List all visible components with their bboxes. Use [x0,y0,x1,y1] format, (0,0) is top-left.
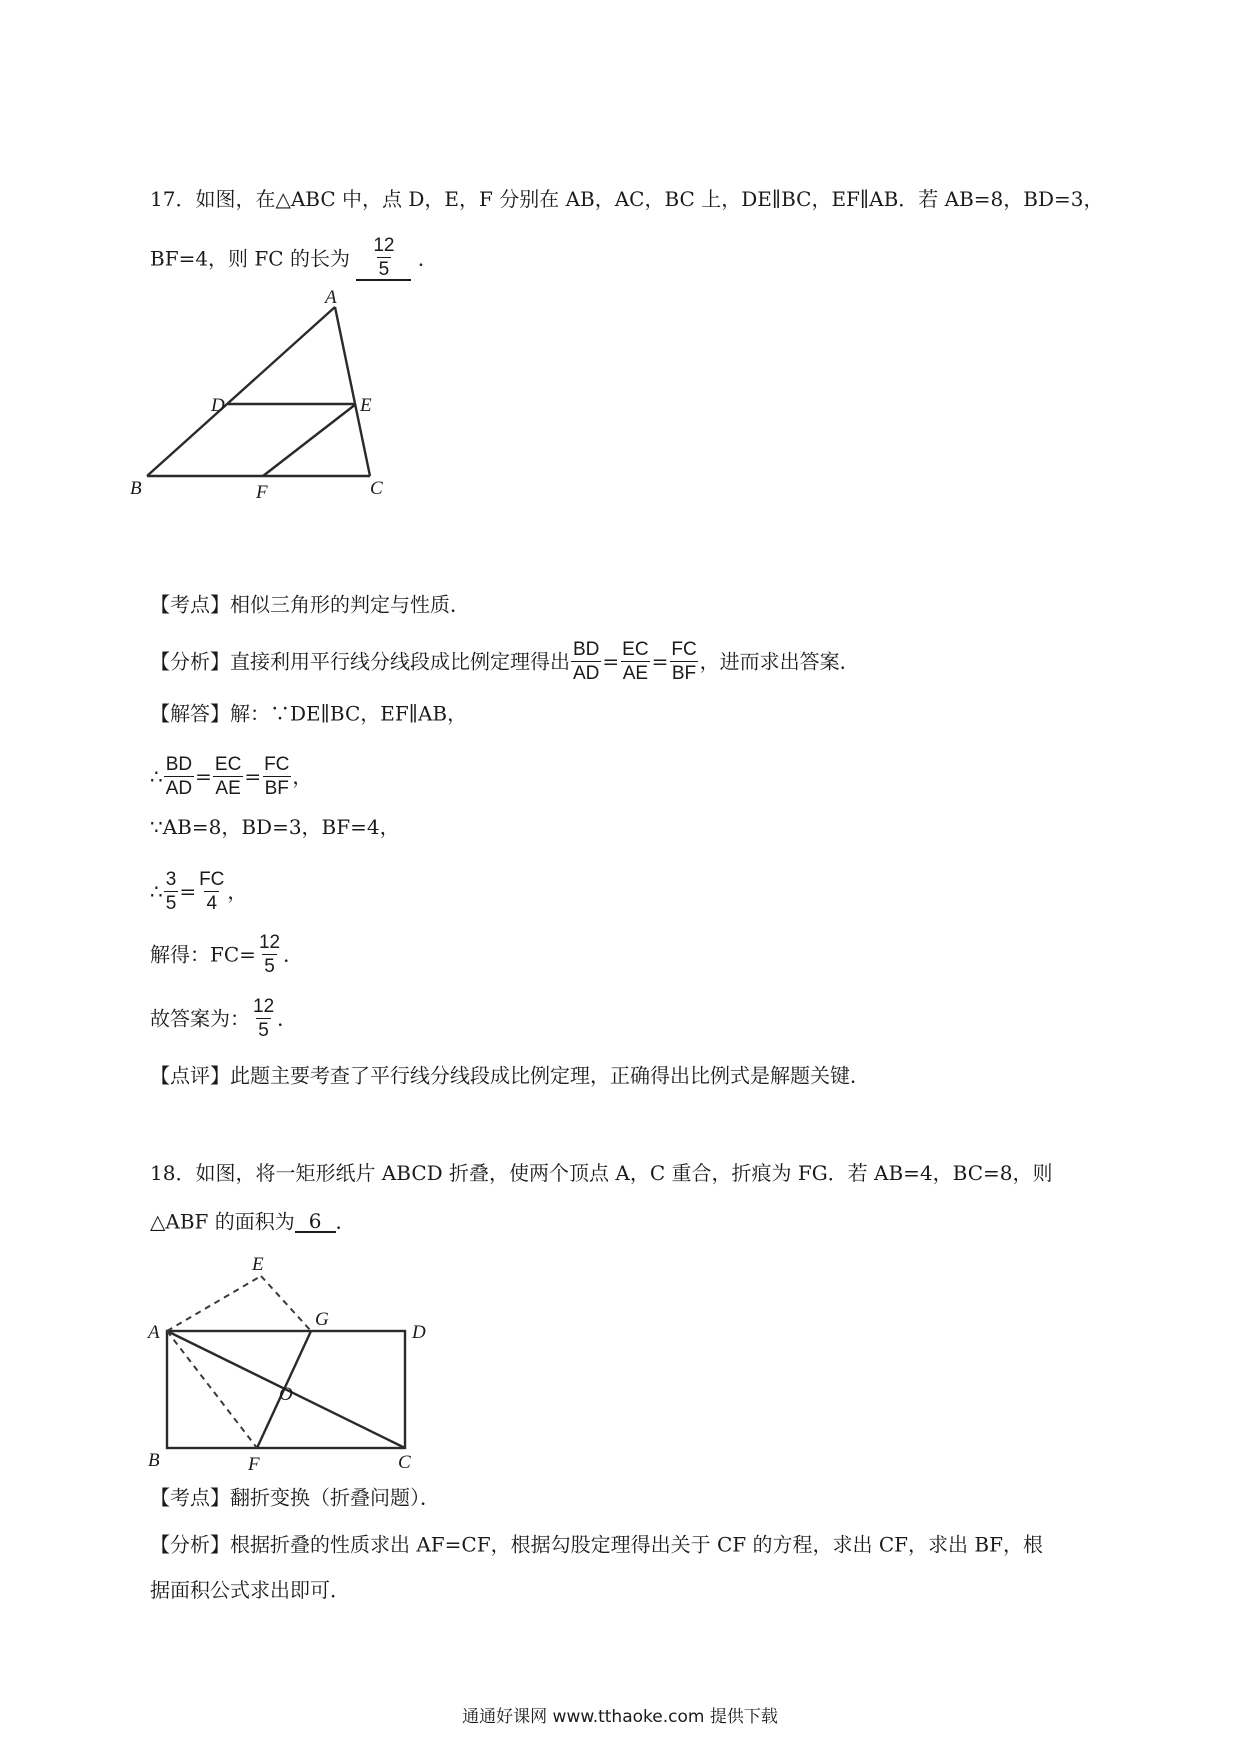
q17-line2-pre: BF=4，则 FC 的长为 [150,246,350,271]
q17-kaodian [150,593,470,615]
fraction-fc-bf [669,640,698,683]
q17-line2-post: ． [417,246,438,271]
kaodian-text: 相似三角形的判定与性质． [230,592,470,617]
denominator: BF [671,663,697,684]
q18-rectangle-figure [140,1240,440,1470]
q17-fenxi: 【分析】直接利用平行线分线段成比例定理得出 $\frac{BD}{AD}$ = $\frac{EC}{AE}$ = $\frac{FC}{BF}$ ，进而求出答案． [150,639,860,684]
denominator: AE [215,778,241,799]
dashed-ae [167,1276,261,1331]
label-c: C [398,1452,411,1470]
label-f: F [248,1454,260,1470]
denominator: 4 [206,893,218,914]
label-e: E [252,1254,264,1275]
q17-dianping [150,1064,870,1086]
fraction-bd-ad [164,755,194,798]
tag-fenxi: 【分析】 [150,1532,230,1557]
q18-kaodian [150,1486,440,1508]
fraction-fc-bf [262,755,291,798]
denominator: BF [264,778,289,799]
label-g: G [315,1309,329,1330]
dashed-af [167,1331,257,1448]
numerator: FC [671,639,697,660]
dashed-eg [261,1276,311,1331]
fenxi-post: ，进而求出答案． [699,649,860,674]
label-d: D [412,1322,426,1343]
label-o: O [279,1384,293,1405]
tag-kaodian: 【考点】 [150,1485,230,1510]
step5-post: ． [277,1006,298,1031]
page-footer: 通通好课网 www.tthaoke.com 提供下载 [462,1707,778,1727]
numerator: 12 [373,235,395,256]
q18-line2-post: ． [335,1209,356,1234]
dianping-text: 此题主要考查了平行线分线段成比例定理，正确得出比例式是解题关键． [230,1063,870,1088]
fenxi-text: 根据折叠的性质求出 AF=CF，根据勾股定理得出关于 CF 的方程，求出 CF，求出 BF，根 [230,1532,1043,1557]
kaodian-text: 翻折变换（折叠问题）． [230,1485,440,1510]
fraction-12-5 [251,997,276,1040]
therefore-symbol: ∴ [150,879,163,904]
q18-line2 [150,1210,356,1233]
step3-post: ， [227,879,248,904]
label-a: A [148,1322,160,1343]
fenxi-text: 直接利用平行线分线段成比例定理得出 [230,649,570,674]
q18-fenxi [150,1533,1043,1555]
therefore-symbol: ∴ [150,764,163,789]
tag-jieda: 【解答】 [150,701,230,726]
step5-pre: 故答案为： [150,1006,250,1031]
denominator: AE [622,663,649,684]
numerator: EC [622,639,649,660]
fraction-ec-ae [620,640,650,683]
q17-jieda [150,702,467,724]
q17-step2: ∵AB=8，BD=3，BF=4， [150,815,400,839]
denominator: AD [165,778,193,799]
step1-post: ， [292,764,313,789]
q17-line2 [150,236,438,281]
jieda-text: 解：∵DE∥BC，EF∥AB， [230,701,468,726]
numerator: FC [264,754,290,775]
segment-ab [147,307,335,476]
tag-kaodian: 【考点】 [150,592,230,617]
q18-line1: 18．如图，将一矩形纸片 ABCD 折叠，使两个顶点 A，C 重合，折痕为 FG．若 AB=4，BC=8，则 [150,1161,1053,1185]
step4-post: ． [283,942,304,967]
q17-step3: ∴ $\frac{3}{5}$ = $\frac{FC}{4}$ ， [150,869,248,914]
label-f: F [256,482,268,503]
q18-fenxi-line2: 据面积公式求出即可． [150,1578,350,1602]
fraction-fc-4 [197,870,226,913]
label-a: A [325,287,337,308]
q17-answer-blank [356,236,411,281]
fraction-3-5 [164,870,179,913]
numerator: FC [199,869,225,890]
numerator: 12 [258,932,281,953]
q17-triangle-figure [125,280,395,510]
label-e: E [360,395,372,416]
q17-line1: 17．如图，在△ABC 中，点 D，E，F 分别在 AB，AC，BC 上，DE∥BC，EF∥AB．若 AB=8，BD=3， [150,187,1104,211]
fraction-ec-ae [213,755,243,798]
denominator: 5 [378,259,390,280]
numerator: BD [165,754,193,775]
q18-line2-pre: △ABF 的面积为 [150,1209,295,1234]
segment-ef [263,404,356,476]
denominator: AD [573,663,600,684]
q17-step4 [150,933,303,976]
denominator: 5 [258,1020,269,1041]
denominator: 5 [264,956,275,977]
denominator: 5 [165,893,177,914]
numerator: EC [214,754,242,775]
q17-answer-fraction [371,236,396,279]
label-d: D [211,395,225,416]
q17-step1: ∴ $\frac{BD}{AD}$ = $\frac{EC}{AE}$ = $\frac{FC}{BF}$ ， [150,754,313,799]
segment-ac [335,307,370,476]
label-b: B [130,478,142,499]
fraction-bd-ad [571,640,601,683]
numerator: 12 [253,996,275,1017]
label-c: C [370,478,383,499]
numerator: 3 [165,869,177,890]
q18-answer-blank: 6 [295,1211,336,1233]
step4-pre: 解得：FC= [150,942,256,967]
q17-step5 [150,997,297,1040]
tag-dianping: 【点评】 [150,1063,230,1088]
label-b: B [148,1450,160,1470]
fraction-12-5 [257,933,282,976]
numerator: BD [573,639,600,660]
tag-fenxi: 【分析】 [150,649,230,674]
